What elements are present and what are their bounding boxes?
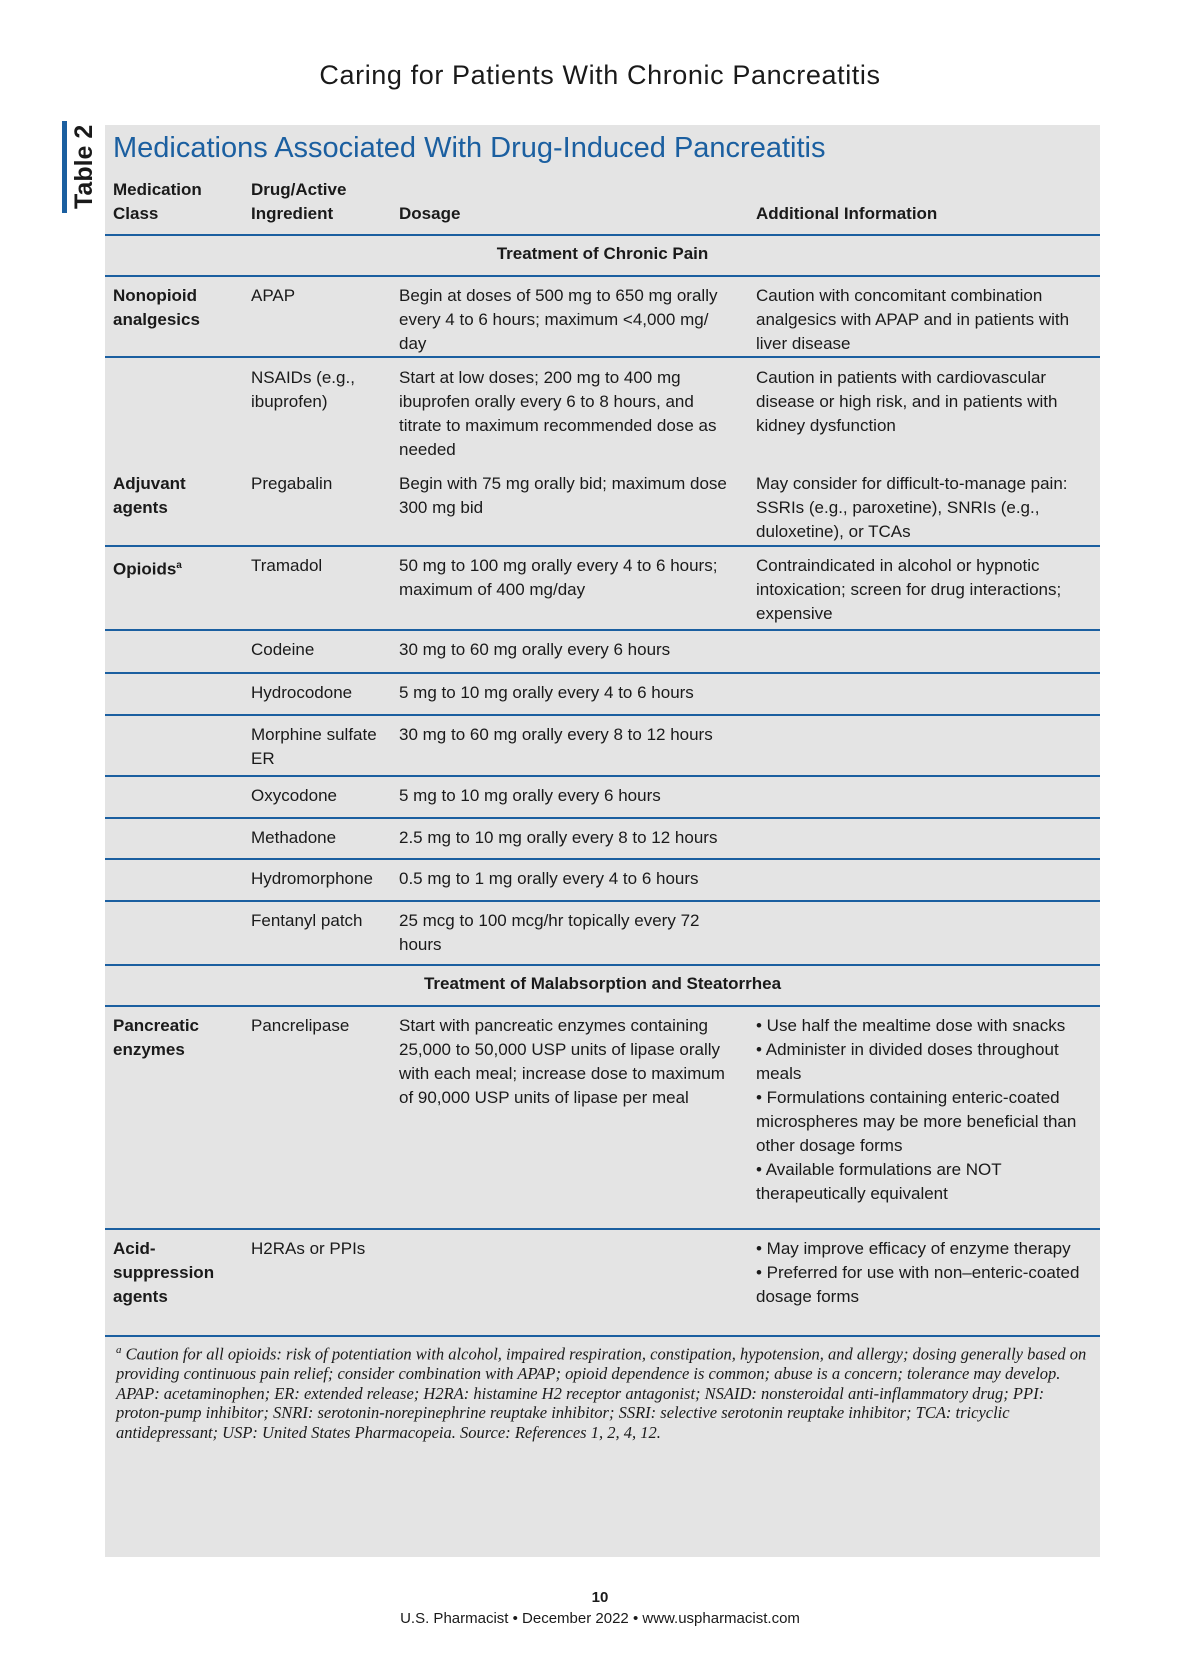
- header-divider: [105, 234, 1100, 236]
- info-bullet: • Formulations containing enteric-coated microspheres may be more beneficial than other dosage forms: [756, 1088, 1077, 1155]
- info-bullet: • May improve efficacy of enzyme therapy: [756, 1239, 1071, 1258]
- table-row-class: Acid-suppression agents: [113, 1239, 215, 1306]
- row-divider: [105, 672, 1100, 674]
- header-dosage: Dosage: [399, 204, 461, 223]
- table-row-dosage: Begin with 75 mg orally bid; maximum dose 300 mg bid: [399, 474, 727, 517]
- table-number-text: Table 2: [70, 124, 98, 210]
- row-divider: [105, 714, 1100, 716]
- footnote-marker: a: [176, 560, 182, 571]
- table-row-info: Caution in patients with cardiovascular disease or high risk, and in patients with kidney dysfunction: [756, 368, 1058, 435]
- row-divider: [105, 629, 1100, 631]
- table-row-dosage: 0.5 mg to 1 mg orally every 4 to 6 hours: [399, 869, 699, 888]
- row-divider: [105, 817, 1100, 819]
- page-footer: U.S. Pharmacist • December 2022 • www.uspharmacist.com: [400, 1610, 800, 1627]
- table-row-drug: Tramadol: [251, 556, 323, 575]
- table-row-class: Nonopioid analgesics: [113, 286, 200, 329]
- table-row-drug: Fentanyl patch: [251, 911, 363, 930]
- section-heading-malabsorption: Treatment of Malabsorption and Steatorrhea: [423, 974, 782, 993]
- table-row-info: [756, 1014, 1096, 1206]
- table-number-label: [62, 121, 102, 213]
- section-heading-chronic-pain: Treatment of Chronic Pain: [496, 244, 709, 263]
- table-row-drug: Methadone: [251, 828, 337, 847]
- table-row-dosage: 5 mg to 10 mg orally every 4 to 6 hours: [399, 683, 694, 702]
- table-row-info: Caution with concomitant combination analgesics with APAP and in patients with liver disease: [756, 286, 1070, 353]
- table-row-info: May consider for difficult-to-manage pain: SSRIs (e.g., paroxetine), SNRIs (e.g., duloxetine), or TCAs: [756, 474, 1068, 541]
- row-divider: [105, 275, 1100, 277]
- table-row-class: Opioids$^a$: [113, 559, 182, 579]
- row-divider: [105, 1005, 1100, 1007]
- info-bullet: • Preferred for use with non–enteric-coated dosage forms: [756, 1263, 1080, 1306]
- info-bullet: • Use half the mealtime dose with snacks: [756, 1016, 1066, 1035]
- row-divider: [105, 545, 1100, 547]
- table-row-drug: Pancrelipase: [251, 1016, 350, 1035]
- table-row-dosage: Begin at doses of 500 mg to 650 mg orally every 4 to 6 hours; maximum <4,000 mg/ day: [399, 286, 718, 353]
- table-row-class: Pancreatic enzymes: [113, 1016, 199, 1059]
- table-row-drug: Pregabalin: [251, 474, 333, 493]
- table-row-dosage: 5 mg to 10 mg orally every 6 hours: [399, 786, 661, 805]
- row-divider: [105, 775, 1100, 777]
- table-row-info: [756, 1237, 1096, 1309]
- header-drug-ingredient: Drug/Active Ingredient: [251, 180, 347, 223]
- table-row-info: Contraindicated in alcohol or hypnotic intoxication; screen for drug interactions; expensive: [756, 556, 1062, 623]
- info-bullet: • Available formulations are NOT therapeutically equivalent: [756, 1160, 1002, 1203]
- table-row-class: Adjuvant agents: [113, 474, 186, 517]
- table-row-dosage: Start at low doses; 200 mg to 400 mg ibuprofen orally every 6 to 8 hours, and titrate to maximum recommended dose as needed: [399, 368, 717, 459]
- table-row-drug: APAP: [251, 286, 296, 305]
- table-row-drug: Hydromorphone: [251, 869, 373, 888]
- table-row-drug: Morphine sulfate ER: [251, 725, 377, 768]
- table-row-dosage: 2.5 mg to 10 mg orally every 8 to 12 hours: [399, 828, 718, 847]
- medication-table: [105, 125, 1100, 1557]
- table-row-drug: H2RAs or PPIs: [251, 1239, 366, 1258]
- info-bullet: • Administer in divided doses throughout meals: [756, 1040, 1059, 1083]
- header-additional-info: Additional Information: [756, 204, 938, 223]
- table-row-dosage: 50 mg to 100 mg orally every 4 to 6 hours; maximum of 400 mg/day: [399, 556, 718, 599]
- page-number: 10: [591, 1589, 609, 1606]
- table-row-dosage: 30 mg to 60 mg orally every 8 to 12 hours: [399, 725, 713, 744]
- table-footnote: $^a$ Caution for all opioids: risk of potentiation with alcohol, impaired respiration, constipation, hypotension, and allergy; dosing generally based on providing continuous pain relief; consider combination with APAP; opioid dependence is common; abuse is a concern; tolerance may develop. APAP: acetaminophen; ER: extended release; H2RA: histamine H2 receptor antagonist; NSAID: nonsteroidal anti-inflammatory drug; PPI: proton-pump inhibitor; SNRI: serotonin-norepinephrine reuptake inhibitor; SSRI: selective serotonin reuptake inhibitor; TCA: tricyclic antidepressant; USP: United States Pharmacopeia. Source: References 1, 2, 4, 12.: [116, 1344, 1087, 1442]
- table-row-drug: NSAIDs (e.g., ibuprofen): [251, 368, 355, 411]
- row-divider: [105, 356, 1100, 358]
- page-header: Caring for Patients With Chronic Pancreatitis: [319, 60, 881, 90]
- table-row-drug: Hydrocodone: [251, 683, 353, 702]
- table-row-dosage: 25 mcg to 100 mcg/hr topically every 72 hours: [399, 911, 700, 954]
- table-row-dosage: Start with pancreatic enzymes containing 25,000 to 50,000 USP units of lipase orally with each meal; increase dose to maximum of 90,000 USP units of lipase per meal: [399, 1016, 725, 1107]
- row-divider: [105, 1335, 1100, 1337]
- side-accent-bar: [62, 121, 67, 213]
- row-divider: [105, 964, 1100, 966]
- table-row-dosage: 30 mg to 60 mg orally every 6 hours: [399, 640, 671, 659]
- table-title: Medications Associated With Drug-Induced Pancreatitis: [113, 132, 826, 164]
- row-divider: [105, 900, 1100, 902]
- header-medication-class: Medication Class: [113, 180, 202, 223]
- table-row-drug: Oxycodone: [251, 786, 337, 805]
- row-divider: [105, 858, 1100, 860]
- table-row-drug: Codeine: [251, 640, 315, 659]
- row-divider: [105, 1228, 1100, 1230]
